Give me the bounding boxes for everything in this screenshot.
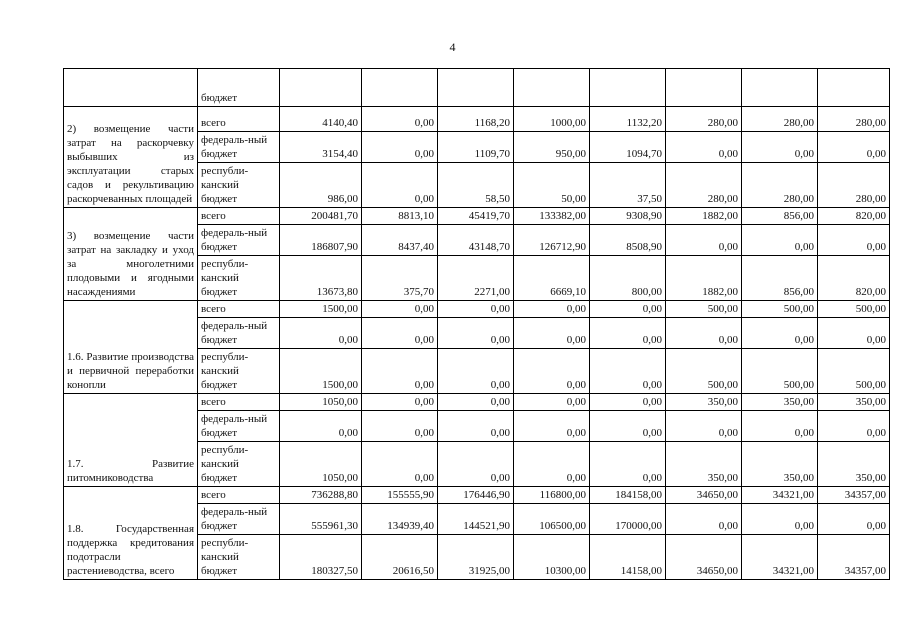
value-cell: 10300,00 bbox=[514, 535, 590, 580]
category-cell: республи-канский бюджет bbox=[198, 163, 280, 208]
value-cell: 0,00 bbox=[362, 301, 438, 318]
value-cell: 9308,90 bbox=[590, 208, 666, 225]
category-cell: республи-канский бюджет bbox=[198, 256, 280, 301]
value-cell: 186807,90 bbox=[280, 225, 362, 256]
value-cell: 34357,00 bbox=[818, 487, 890, 504]
category-cell: республи-канский бюджет bbox=[198, 535, 280, 580]
value-cell: 200481,70 bbox=[280, 208, 362, 225]
category-cell: федераль-ный бюджет bbox=[198, 318, 280, 349]
row-group-title: 1.6. Развитие производства и первичной переработки конопли bbox=[64, 301, 198, 394]
value-cell: 0,00 bbox=[590, 301, 666, 318]
value-cell: 0,00 bbox=[590, 442, 666, 487]
value-cell: 800,00 bbox=[590, 256, 666, 301]
category-cell: всего bbox=[198, 301, 280, 318]
value-cell: 34321,00 bbox=[742, 535, 818, 580]
value-cell: 176446,90 bbox=[438, 487, 514, 504]
value-cell: 500,00 bbox=[818, 349, 890, 394]
value-cell: 126712,90 bbox=[514, 225, 590, 256]
value-cell: 180327,50 bbox=[280, 535, 362, 580]
value-cell: 43148,70 bbox=[438, 225, 514, 256]
value-cell: 350,00 bbox=[818, 394, 890, 411]
value-cell: 1050,00 bbox=[280, 442, 362, 487]
value-cell: 2271,00 bbox=[438, 256, 514, 301]
value-cell: 0,00 bbox=[280, 318, 362, 349]
value-cell: 0,00 bbox=[818, 225, 890, 256]
value-cell: 34650,00 bbox=[666, 535, 742, 580]
category-cell: федераль-ный бюджет bbox=[198, 504, 280, 535]
value-cell: 1882,00 bbox=[666, 208, 742, 225]
table-row bbox=[64, 69, 890, 107]
value-cell: 0,00 bbox=[514, 442, 590, 487]
value-cell: 0,00 bbox=[438, 394, 514, 411]
value-cell: 184158,00 bbox=[590, 487, 666, 504]
value-cell: 0,00 bbox=[590, 318, 666, 349]
value-cell: 0,00 bbox=[514, 349, 590, 394]
value-cell: 0,00 bbox=[590, 394, 666, 411]
value-cell: 1500,00 bbox=[280, 349, 362, 394]
value-cell: 1000,00 bbox=[514, 107, 590, 132]
value-cell: 500,00 bbox=[818, 301, 890, 318]
value-cell: 116800,00 bbox=[514, 487, 590, 504]
value-cell: 0,00 bbox=[818, 411, 890, 442]
value-cell: 0,00 bbox=[742, 318, 818, 349]
value-cell: 0,00 bbox=[438, 318, 514, 349]
value-cell: 155555,90 bbox=[362, 487, 438, 504]
table-row bbox=[64, 301, 890, 318]
value-cell: 500,00 bbox=[666, 349, 742, 394]
value-cell: 0,00 bbox=[362, 163, 438, 208]
table-cell bbox=[514, 69, 590, 107]
value-cell: 856,00 bbox=[742, 256, 818, 301]
value-cell: 0,00 bbox=[666, 504, 742, 535]
value-cell: 0,00 bbox=[514, 301, 590, 318]
budget-table bbox=[63, 68, 890, 580]
table-cell bbox=[818, 69, 890, 107]
value-cell: 0,00 bbox=[514, 318, 590, 349]
row-group-title: 3) возмещение части затрат на закладку и уход за многолетними плодовыми и ягодными насаждениями bbox=[64, 208, 198, 301]
value-cell: 280,00 bbox=[818, 107, 890, 132]
value-cell: 0,00 bbox=[362, 132, 438, 163]
value-cell: 950,00 bbox=[514, 132, 590, 163]
value-cell: 3154,40 bbox=[280, 132, 362, 163]
value-cell: 0,00 bbox=[362, 442, 438, 487]
value-cell: 736288,80 bbox=[280, 487, 362, 504]
table-cell bbox=[64, 69, 198, 107]
value-cell: 350,00 bbox=[666, 442, 742, 487]
category-cell: всего bbox=[198, 208, 280, 225]
row-group-title: 1.7. Развитие питомниководства bbox=[64, 394, 198, 487]
value-cell: 58,50 bbox=[438, 163, 514, 208]
value-cell: 133382,00 bbox=[514, 208, 590, 225]
value-cell: 134939,40 bbox=[362, 504, 438, 535]
value-cell: 37,50 bbox=[590, 163, 666, 208]
value-cell: 0,00 bbox=[666, 225, 742, 256]
value-cell: 34650,00 bbox=[666, 487, 742, 504]
value-cell: 34321,00 bbox=[742, 487, 818, 504]
table-row bbox=[64, 208, 890, 225]
value-cell: 350,00 bbox=[818, 442, 890, 487]
value-cell: 350,00 bbox=[742, 394, 818, 411]
value-cell: 280,00 bbox=[818, 163, 890, 208]
value-cell: 280,00 bbox=[666, 107, 742, 132]
page-number: 4 bbox=[449, 40, 456, 54]
value-cell: 0,00 bbox=[742, 225, 818, 256]
table-cell bbox=[590, 69, 666, 107]
value-cell: 1168,20 bbox=[438, 107, 514, 132]
table-row bbox=[64, 107, 890, 132]
category-cell: всего bbox=[198, 394, 280, 411]
value-cell: 50,00 bbox=[514, 163, 590, 208]
value-cell: 8813,10 bbox=[362, 208, 438, 225]
value-cell: 6669,10 bbox=[514, 256, 590, 301]
value-cell: 0,00 bbox=[438, 411, 514, 442]
value-cell: 500,00 bbox=[742, 349, 818, 394]
value-cell: 144521,90 bbox=[438, 504, 514, 535]
value-cell: 555961,30 bbox=[280, 504, 362, 535]
value-cell: 1882,00 bbox=[666, 256, 742, 301]
table-cell bbox=[666, 69, 742, 107]
value-cell: 0,00 bbox=[590, 411, 666, 442]
value-cell: 170000,00 bbox=[590, 504, 666, 535]
row-group-title: 2) возмещение части затрат на раскорчевку выбывших из эксплуатации старых садов и рекультивацию раскорчеванных площадей bbox=[64, 107, 198, 208]
row-group-title: 1.8. Государственная поддержка кредитования подотрасли растениеводства, всего bbox=[64, 487, 198, 580]
table-cell bbox=[280, 69, 362, 107]
category-cell: федераль-ный бюджет bbox=[198, 132, 280, 163]
value-cell: 0,00 bbox=[280, 411, 362, 442]
value-cell: 0,00 bbox=[818, 132, 890, 163]
value-cell: 280,00 bbox=[742, 107, 818, 132]
table-cell bbox=[362, 69, 438, 107]
value-cell: 0,00 bbox=[438, 301, 514, 318]
value-cell: 1500,00 bbox=[280, 301, 362, 318]
value-cell: 0,00 bbox=[742, 504, 818, 535]
value-cell: 500,00 bbox=[666, 301, 742, 318]
value-cell: 106500,00 bbox=[514, 504, 590, 535]
value-cell: 0,00 bbox=[818, 504, 890, 535]
value-cell: 31925,00 bbox=[438, 535, 514, 580]
value-cell: 1132,20 bbox=[590, 107, 666, 132]
category-cell: республи-канский бюджет bbox=[198, 349, 280, 394]
value-cell: 0,00 bbox=[818, 318, 890, 349]
value-cell: 1050,00 bbox=[280, 394, 362, 411]
value-cell: 986,00 bbox=[280, 163, 362, 208]
value-cell: 856,00 bbox=[742, 208, 818, 225]
value-cell: 0,00 bbox=[362, 107, 438, 132]
value-cell: 0,00 bbox=[514, 411, 590, 442]
table-cell bbox=[742, 69, 818, 107]
value-cell: 14158,00 bbox=[590, 535, 666, 580]
value-cell: 350,00 bbox=[666, 394, 742, 411]
value-cell: 0,00 bbox=[666, 132, 742, 163]
category-cell: всего bbox=[198, 487, 280, 504]
value-cell: 0,00 bbox=[742, 132, 818, 163]
value-cell: 0,00 bbox=[590, 349, 666, 394]
value-cell: 20616,50 bbox=[362, 535, 438, 580]
value-cell: 375,70 bbox=[362, 256, 438, 301]
category-cell: бюджет bbox=[198, 69, 280, 107]
value-cell: 820,00 bbox=[818, 256, 890, 301]
category-cell: федераль-ный бюджет bbox=[198, 225, 280, 256]
value-cell: 0,00 bbox=[362, 318, 438, 349]
value-cell: 0,00 bbox=[438, 349, 514, 394]
value-cell: 0,00 bbox=[362, 394, 438, 411]
value-cell: 280,00 bbox=[742, 163, 818, 208]
value-cell: 13673,80 bbox=[280, 256, 362, 301]
value-cell: 0,00 bbox=[438, 442, 514, 487]
value-cell: 820,00 bbox=[818, 208, 890, 225]
value-cell: 4140,40 bbox=[280, 107, 362, 132]
value-cell: 8437,40 bbox=[362, 225, 438, 256]
category-cell: республи-канский бюджет bbox=[198, 442, 280, 487]
value-cell: 1094,70 bbox=[590, 132, 666, 163]
value-cell: 500,00 bbox=[742, 301, 818, 318]
table-row bbox=[64, 487, 890, 504]
value-cell: 0,00 bbox=[362, 411, 438, 442]
value-cell: 350,00 bbox=[742, 442, 818, 487]
category-cell: федераль-ный бюджет bbox=[198, 411, 280, 442]
value-cell: 280,00 bbox=[666, 163, 742, 208]
value-cell: 45419,70 bbox=[438, 208, 514, 225]
value-cell: 8508,90 bbox=[590, 225, 666, 256]
table-row bbox=[64, 394, 890, 411]
value-cell: 0,00 bbox=[666, 411, 742, 442]
value-cell: 0,00 bbox=[362, 349, 438, 394]
category-cell: всего bbox=[198, 107, 280, 132]
value-cell: 34357,00 bbox=[818, 535, 890, 580]
table-cell bbox=[438, 69, 514, 107]
value-cell: 0,00 bbox=[514, 394, 590, 411]
value-cell: 0,00 bbox=[742, 411, 818, 442]
value-cell: 0,00 bbox=[666, 318, 742, 349]
value-cell: 1109,70 bbox=[438, 132, 514, 163]
